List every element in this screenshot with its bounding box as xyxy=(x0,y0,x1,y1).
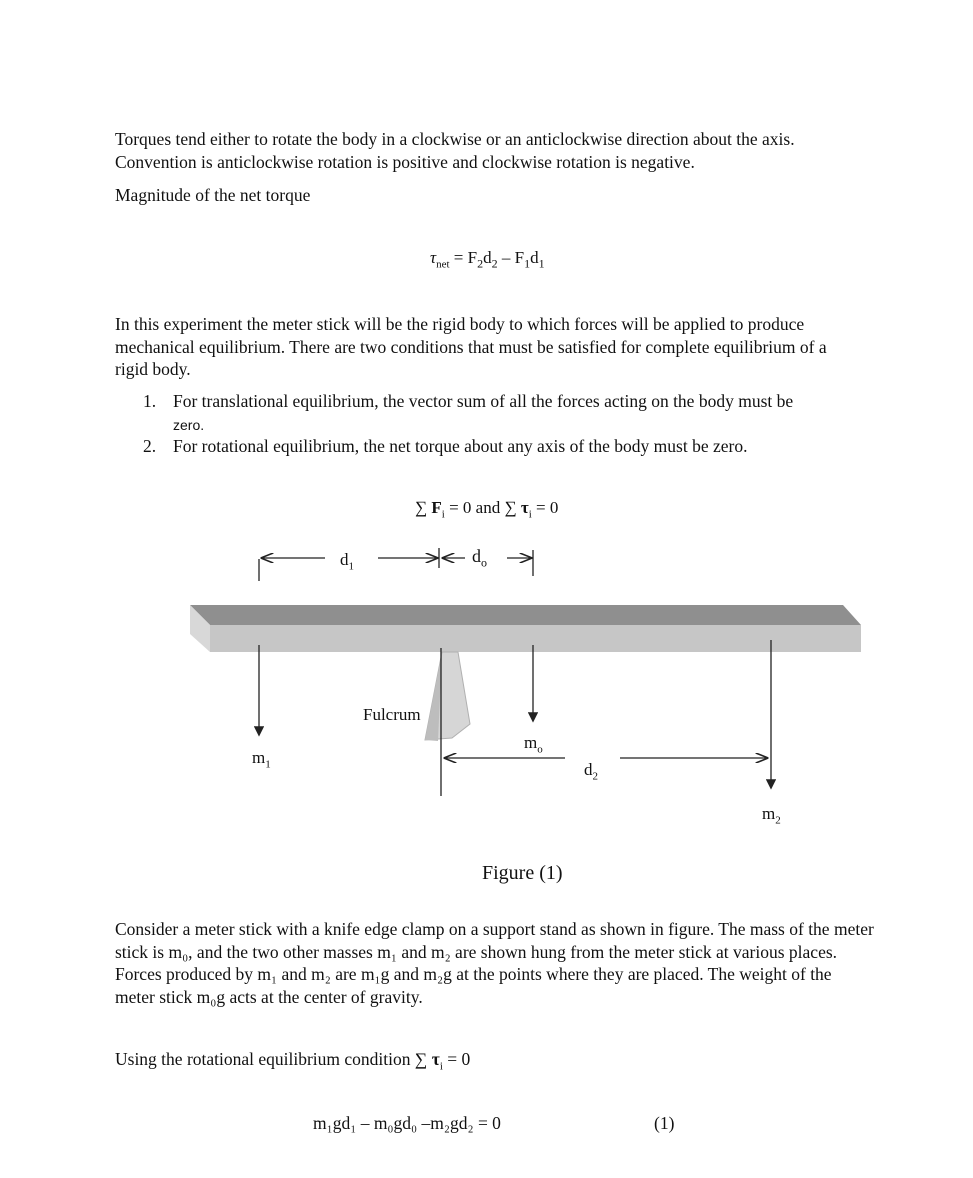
fulcrum-label: Fulcrum xyxy=(363,705,421,724)
equilibrium-equation: ∑ $F_i = 0$ and ∑ $\tau_i = 0$ xyxy=(415,498,559,521)
meter-stick-top xyxy=(190,605,861,625)
meter-stick-figure xyxy=(0,540,973,860)
d1-label: $d_1$ xyxy=(340,550,354,573)
intro-paragraph xyxy=(115,128,885,173)
m2-label: $m_2$ xyxy=(762,804,781,827)
meter-stick-front xyxy=(210,625,861,652)
condition-2: 2. For rotational equilibrium, the net torque about any axis of the body must be zero. xyxy=(143,436,748,456)
m1-label: $m_1$ xyxy=(252,748,271,771)
mo-label: $m_o$ xyxy=(524,733,543,756)
intro-line-1: Torques tend either to rotate the body in a clockwise or an anticlockwise direction about the axis. xyxy=(115,129,795,149)
intro-line-2: Convention is anticlockwise rotation is positive and clockwise rotation is negative. xyxy=(115,151,695,172)
d2-label: $d_2$ xyxy=(584,760,598,783)
final-equation: m₁gd₁ – m₀gd₀ –m₂gd₂ = 0 xyxy=(313,1113,501,1133)
net-torque-label: Magnitude of the net torque xyxy=(115,185,311,205)
rotational-condition: Using the rotational equilibrium condition ∑ $\tau_i = 0$ xyxy=(115,1049,471,1073)
experiment-paragraph: In this experiment the meter stick will be the rigid body to which forces will be applied to produce mechanical equilibrium. There are two conditions that must be satisfied for complete equilibrium of a rigid body. xyxy=(115,314,827,379)
do-label: $d_o$ xyxy=(472,546,487,570)
equation-number: (1) xyxy=(654,1113,675,1133)
condition-1: 1. For translational equilibrium, the vector sum of all the forces acting on the body must be zero. xyxy=(143,391,794,433)
net-torque-equation: $\tau_{net} = F_2d_2 - F_1d_1$ xyxy=(430,248,545,271)
consider-paragraph: Consider a meter stick with a knife edge clamp on a support stand as shown in figure. The mass of the meter stick is m₀, and the two other masses m₁ and m₂ are shown hung from the meter stick at various places. Forces produced by m₁ and m₂ are m₁g and m₂g at the points where they are placed. The weight of the meter stick m₀g acts at the center of gravity. xyxy=(115,919,874,1007)
figure-caption: Figure (1) xyxy=(482,862,563,884)
